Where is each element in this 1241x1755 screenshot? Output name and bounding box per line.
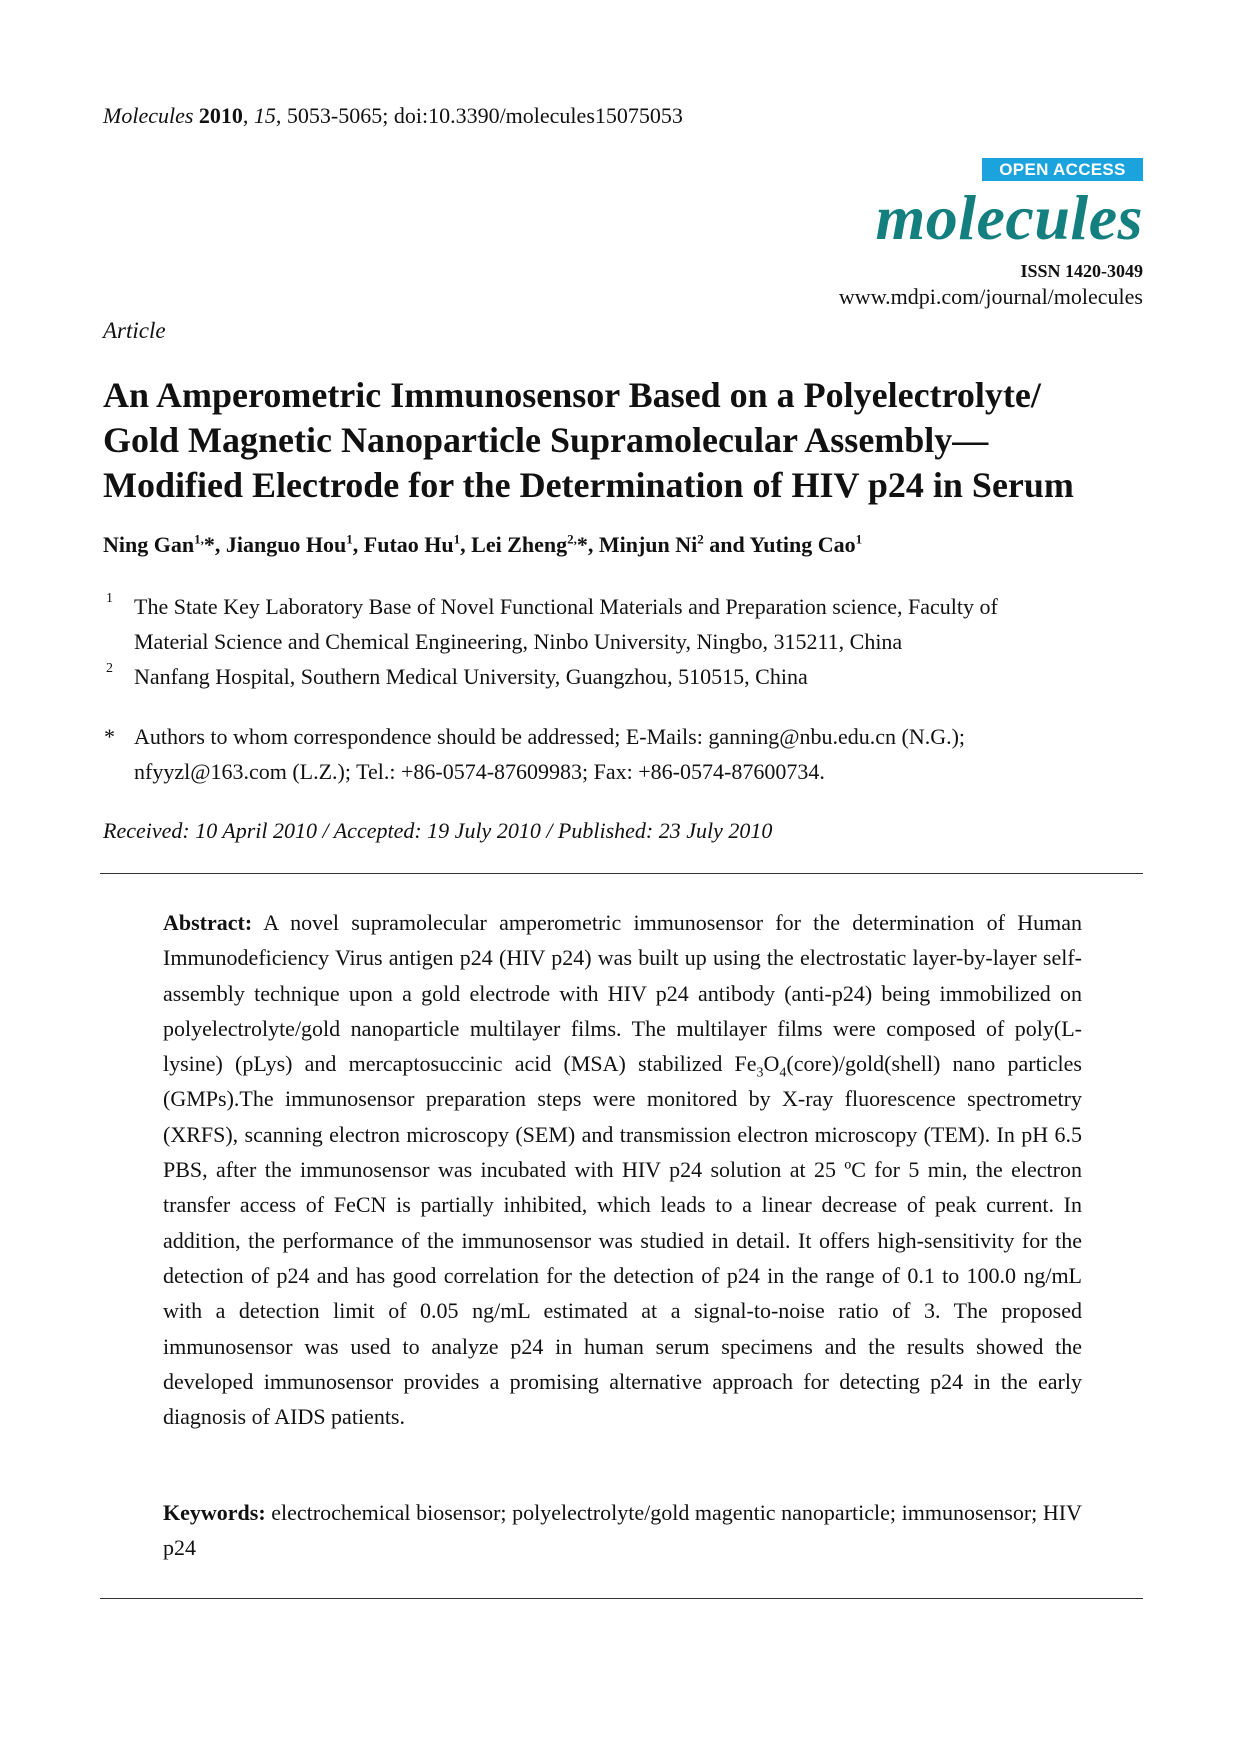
author-separator: , (352, 532, 364, 557)
citation-year: 2010 (198, 103, 243, 128)
affiliation-1-line-2: Material Science and Chemical Engineering, Ninbo University, Ningbo, 315211, China (134, 629, 903, 654)
citation-journal: Molecules (103, 103, 194, 128)
author-name: Ning Gan (103, 532, 195, 557)
affiliation-number-1: 1 (106, 591, 113, 606)
author-name: Lei Zheng (471, 532, 568, 557)
publication-dates: Received: 10 April 2010 / Accepted: 19 July 2010 / Published: 23 July 2010 (103, 818, 773, 843)
formula-subscript-4: 4 (779, 1065, 787, 1081)
affiliation-number-2: 2 (106, 661, 113, 676)
author-list (103, 532, 862, 558)
title-line-1: An Amperometric Immunosensor Based on a Polyelectrolyte/ (103, 375, 1041, 415)
author-separator: , (460, 532, 472, 557)
affiliation-2: Nanfang Hospital, Southern Medical University, Guangzhou, 510515, China (134, 664, 808, 689)
keywords-text: electrochemical biosensor; polyelectrolyte/gold magentic nanoparticle; immunosensor; HIV p24 (163, 1500, 1082, 1560)
paper-title (103, 373, 1163, 508)
citation-pages-doi: , 5053-5065; doi:10.3390/molecules15075053 (275, 103, 683, 128)
title-line-3: Modified Electrode for the Determination of HIV p24 in Serum (103, 465, 1074, 505)
correspondence-line-1: Authors to whom correspondence should be addressed; E-Mails: ganning@nbu.edu.cn (N.G.); (134, 724, 966, 749)
correspondence (134, 719, 965, 789)
title-line-2: Gold Magnetic Nanoparticle Supramolecular Assembly— (103, 420, 989, 460)
abstract (163, 905, 1082, 1434)
journal-url[interactable]: www.mdpi.com/journal/molecules (838, 284, 1143, 309)
affiliation-1-line-1: The State Key Laboratory Base of Novel Functional Materials and Preparation science, Faculty of (134, 594, 998, 619)
citation-line: Molecules 2010, 15, 5053-5065; doi:10.3390/molecules15075053 (103, 103, 683, 128)
correspondence-mark: * (104, 724, 115, 749)
correspondence-line-2: nfyyzl@163.com (L.Z.); Tel.: +86-0574-87609983; Fax: +86-0574-87600734. (134, 759, 825, 784)
affiliation-1 (134, 589, 1144, 659)
author-separator: *, (576, 532, 599, 557)
author-separator: and (703, 532, 750, 557)
bottom-divider (100, 1598, 1143, 1599)
author-affil-sup: 1, (194, 531, 204, 547)
abstract-label: Abstract: (163, 910, 253, 935)
author-affil-sup: 1 (855, 531, 863, 547)
keywords (163, 1495, 1082, 1565)
author-affil-sup: 1 (453, 531, 461, 547)
author-name: Jianguo Hou (225, 532, 347, 557)
journal-logo-text: molecules (875, 182, 1143, 253)
author-separator: *, (203, 532, 226, 557)
author-name: Futao Hu (363, 532, 454, 557)
article-type: Article (103, 318, 166, 343)
author-affil-sup: 2, (567, 531, 577, 547)
author-name: Minjun Ni (598, 532, 698, 557)
keywords-label: Keywords: (163, 1500, 266, 1525)
abstract-text-1: A novel supramolecular amperometric immunosensor for the determination of Human Immunodeficiency Virus antigen p24 (HIV p24) was built up using the electrostatic layer-by-layer self-assembly technique upon a gold electrode with HIV p24 antibody (anti-p24) being immobilized on polyelectrolyte/gold nanoparticle multilayer films. The multilayer films were composed of poly(L-lysine) (pLys) and mercaptosuccinic acid (MSA) stabilized Fe (163, 910, 1082, 1077)
formula-subscript-3: 3 (756, 1065, 764, 1081)
author-affil-sup: 1 (346, 531, 353, 547)
top-divider (100, 873, 1143, 874)
issn: ISSN 1420-3049 (1020, 261, 1143, 281)
author-affil-sup: 2 (697, 531, 704, 547)
open-access-badge: OPEN ACCESS (982, 158, 1143, 181)
abstract-text-2: (core)/gold(shell) nano particles (GMPs).The immunosensor preparation steps were monitored by X-ray fluorescence spectrometry (XRFS), scanning electron microscopy (SEM) and transmission electron microscopy (TEM). In pH 6.5 PBS, after the immunosensor was incubated with HIV p24 solution at 25 ºC for 5 min, the electron transfer access of FeCN is partially inhibited, which leads to a linear decrease of peak current. In addition, the performance of the immunosensor was studied in detail. It offers high-sensitivity for the detection of p24 and has good correlation for the detection of p24 in the range of 0.1 to 100.0 ng/mL with a detection limit of 0.05 ng/mL estimated at a signal-to-noise ratio of 3. The proposed immunosensor was used to analyze p24 in human serum specimens and the results showed the developed immunosensor provides a promising alternative approach for detecting p24 in the early diagnosis of AIDS patients. (163, 1051, 1082, 1430)
citation-volume: 15 (253, 103, 276, 128)
formula-oxygen: O (763, 1051, 780, 1077)
author-name: Yuting Cao (749, 532, 856, 557)
